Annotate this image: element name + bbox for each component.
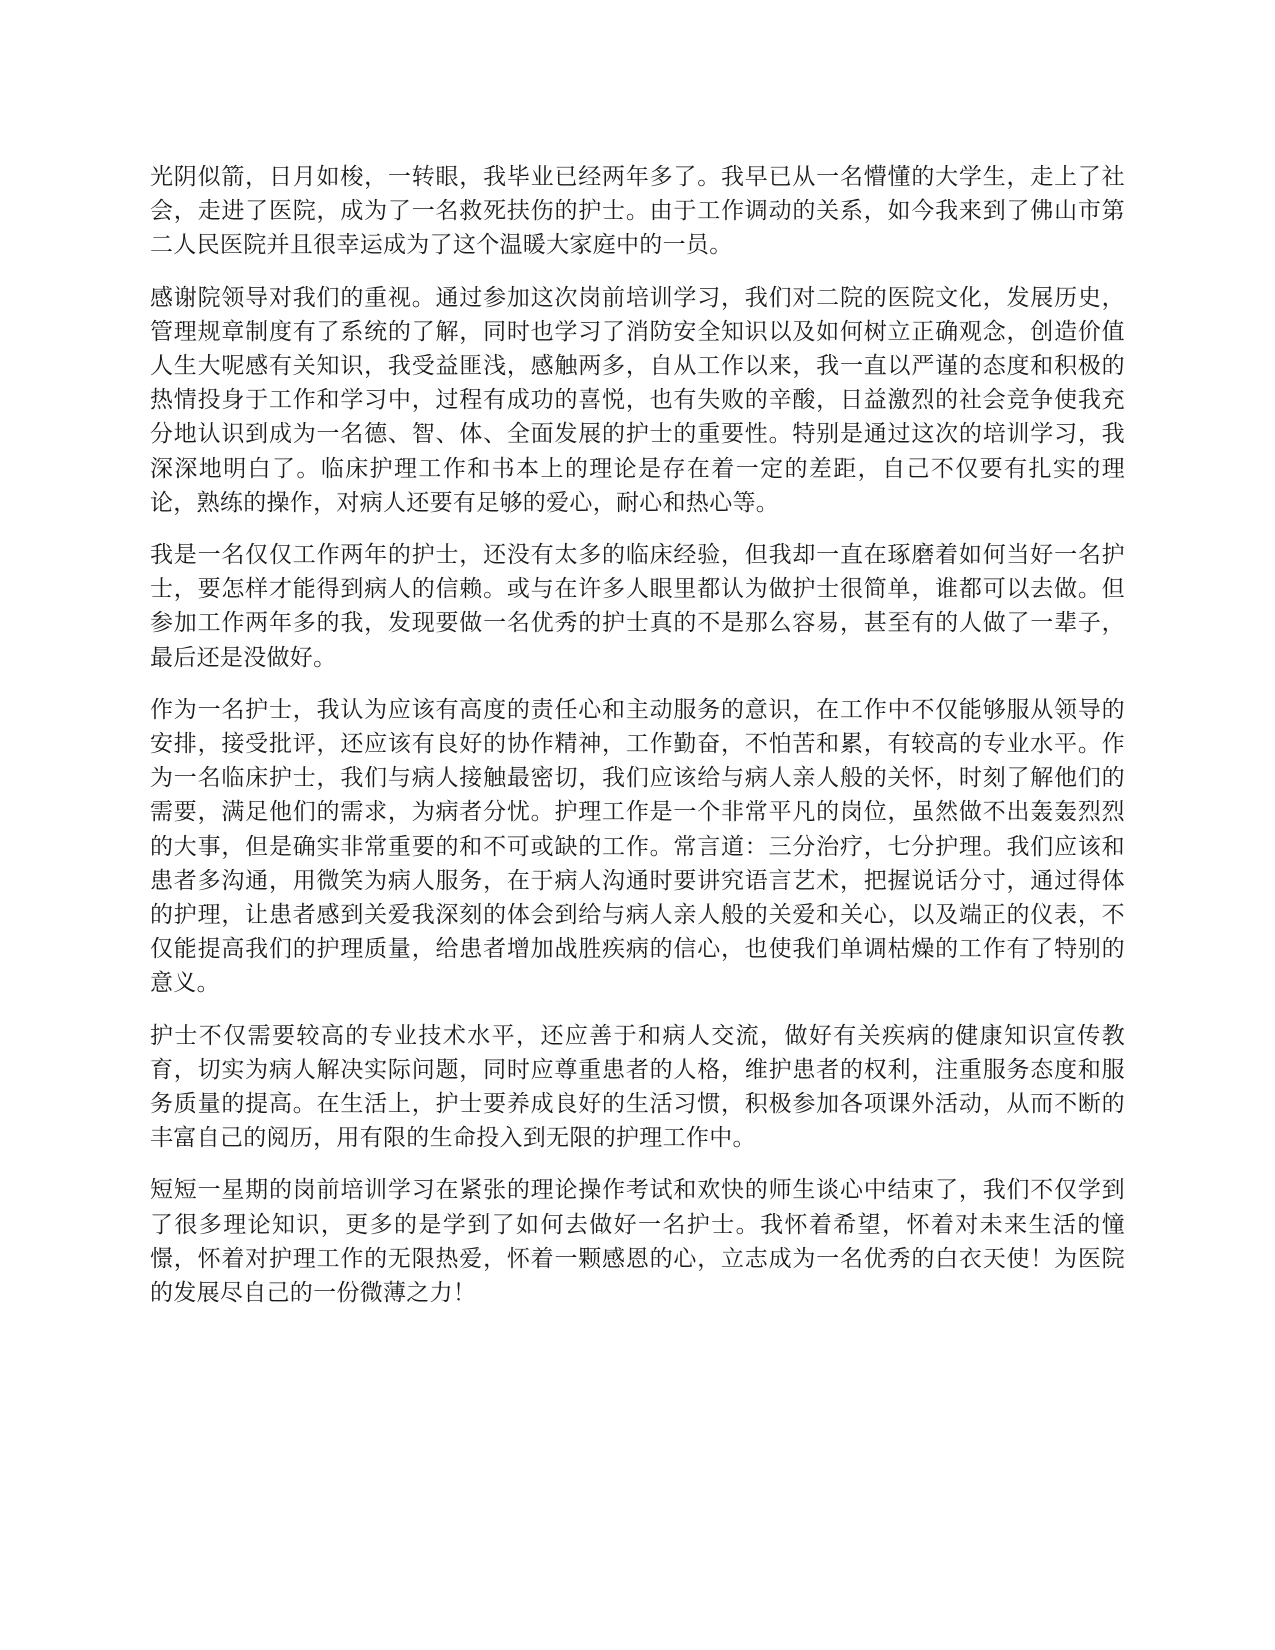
document-body [150, 160, 1125, 1328]
paragraph-6: 短短一星期的岗前培训学习在紧张的理论操作考试和欢快的师生谈心中结束了，我们不仅学到了很多理论知识，更多的是学到了如何去做好一名护士。我怀着希望，怀着对未来生活的憧憬，怀着对护理工作的无限热爱，怀着一颗感恩的心，立志成为一名优秀的白衣天使！为医院的发展尽自己的一份微薄之力！ [150, 1177, 1125, 1307]
paragraph-4: 作为一名护士，我认为应该有高度的责任心和主动服务的意识，在工作中不仅能够服从领导的安排，接受批评，还应该有良好的协作精神，工作勤奋，不怕苦和累，有较高的专业水平。作为一名临床护士，我们与病人接触最密切，我们应该给与病人亲人般的关怀，时刻了解他们的需要，满足他们的需求，为病者分忧。护理工作是一个非常平凡的岗位，虽然做不出轰轰烈烈的大事，但是确实非常重要的和不可或缺的工作。常言道：三分治疗，七分护理。我们应该和患者多沟通，用微笑为病人服务，在于病人沟通时要讲究语言艺术，把握说话分寸，通过得体的护理，让患者感到关爱我深刻的体会到给与病人亲人般的关爱和关心，以及端正的仪表，不仅能提高我们的护理质量，给患者增加战胜疾病的信心，也使我们单调枯燥的工作有了特别的意义。 [150, 696, 1125, 997]
paragraph-3: 我是一名仅仅工作两年的护士，还没有太多的临床经验，但我却一直在琢磨着如何当好一名护士，要怎样才能得到病人的信赖。或与在许多人眼里都认为做护士很简单，谁都可以去做。但参加工作两年多的我，发现要做一名优秀的护士真的不是那么容易，甚至有的人做了一辈子，最后还是没做好。 [150, 542, 1125, 671]
paragraph-5: 护士不仅需要较高的专业技术水平，还应善于和病人交流，做好有关疾病的健康知识宣传教育，切实为病人解决实际问题，同时应尊重患者的人格，维护患者的权利，注重服务态度和服务质量的提高。在生活上，护士要养成良好的生活习惯，积极参加各项课外活动，从而不断的丰富自己的阅历，用有限的生命投入到无限的护理工作中。 [150, 1022, 1125, 1152]
paragraph-2: 感谢院领导对我们的重视。通过参加这次岗前培训学习，我们对二院的医院文化，发展历史，管理规章制度有了系统的了解，同时也学习了消防安全知识以及如何树立正确观念，创造价值人生大呢感有关知识，我受益匪浅，感触两多，自从工作以来，我一直以严谨的态度和积极的热情投身于工作和学习中，过程有成功的喜悦，也有失败的辛酸，日益激烈的社会竞争使我充分地认识到成为一名德、智、体、全面发展的护士的重要性。特别是通过这次的培训学习，我深深地明白了。临床护理工作和书本上的理论是存在着一定的差距，自己不仅要有扎实的理论，熟练的操作，对病人还要有足够的爱心，耐心和热心等。 [150, 284, 1125, 516]
paragraph-1: 光阴似箭，日月如梭，一转眼，我毕业已经两年多了。我早已从一名懵懂的大学生，走上了社会，走进了医院，成为了一名救死扶伤的护士。由于工作调动的关系，如今我来到了佛山市第二人民医院并且很幸运成为了这个温暖大家庭中的一员。 [150, 164, 1125, 259]
